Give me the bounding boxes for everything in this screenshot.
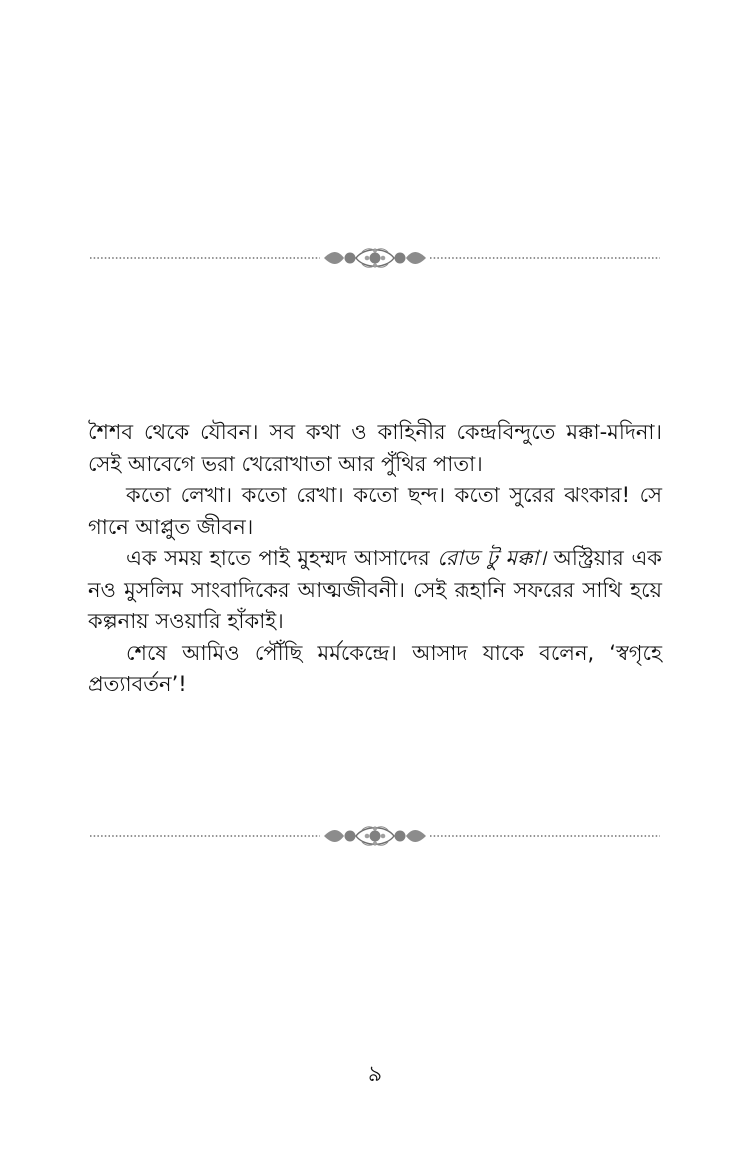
page-number: ৯: [367, 1062, 383, 1087]
ornamental-divider-bottom: [88, 816, 662, 856]
paragraph-3-start: এক সময় হাতে পাই মুহম্মদ আসাদের: [126, 546, 438, 570]
paragraph-2: কতো লেখা। কতো রেখা। কতো ছন্দ। কতো সুরের ঝংকার! সে গানে আপ্লুত জীবন।: [88, 483, 662, 539]
paragraph-3: [88, 543, 662, 638]
body-text: [88, 417, 662, 701]
book-title-italic: রোড টু মক্কা।: [437, 546, 547, 570]
paragraph-3-end: অস্ট্রিয়ার এক নও মুসলিম সাংবাদিকের আত্মজীবনী। সেই রূহানি সফরের সাথি হয়ে কল্পনায় সওয়ারি হাঁকাই।: [88, 546, 662, 633]
paragraph-1: শৈশব থেকে যৌবন। সব কথা ও কাহিনীর কেন্দ্রবিন্দুতে মক্কা-মদিনা। সেই আবেগে ভরা খেরোখাতা আর পুঁথির পাতা।: [88, 420, 662, 476]
ornament-divider-icon: [88, 816, 662, 856]
ornamental-divider-top: [88, 238, 662, 278]
paragraph-4: শেষে আমিও পৌঁছি মর্মকেন্দ্রে। আসাদ যাকে বলেন, ‘স্বগৃহে প্রত্যাবর্তন’!: [88, 640, 662, 696]
ornament-divider-icon: [88, 238, 662, 278]
